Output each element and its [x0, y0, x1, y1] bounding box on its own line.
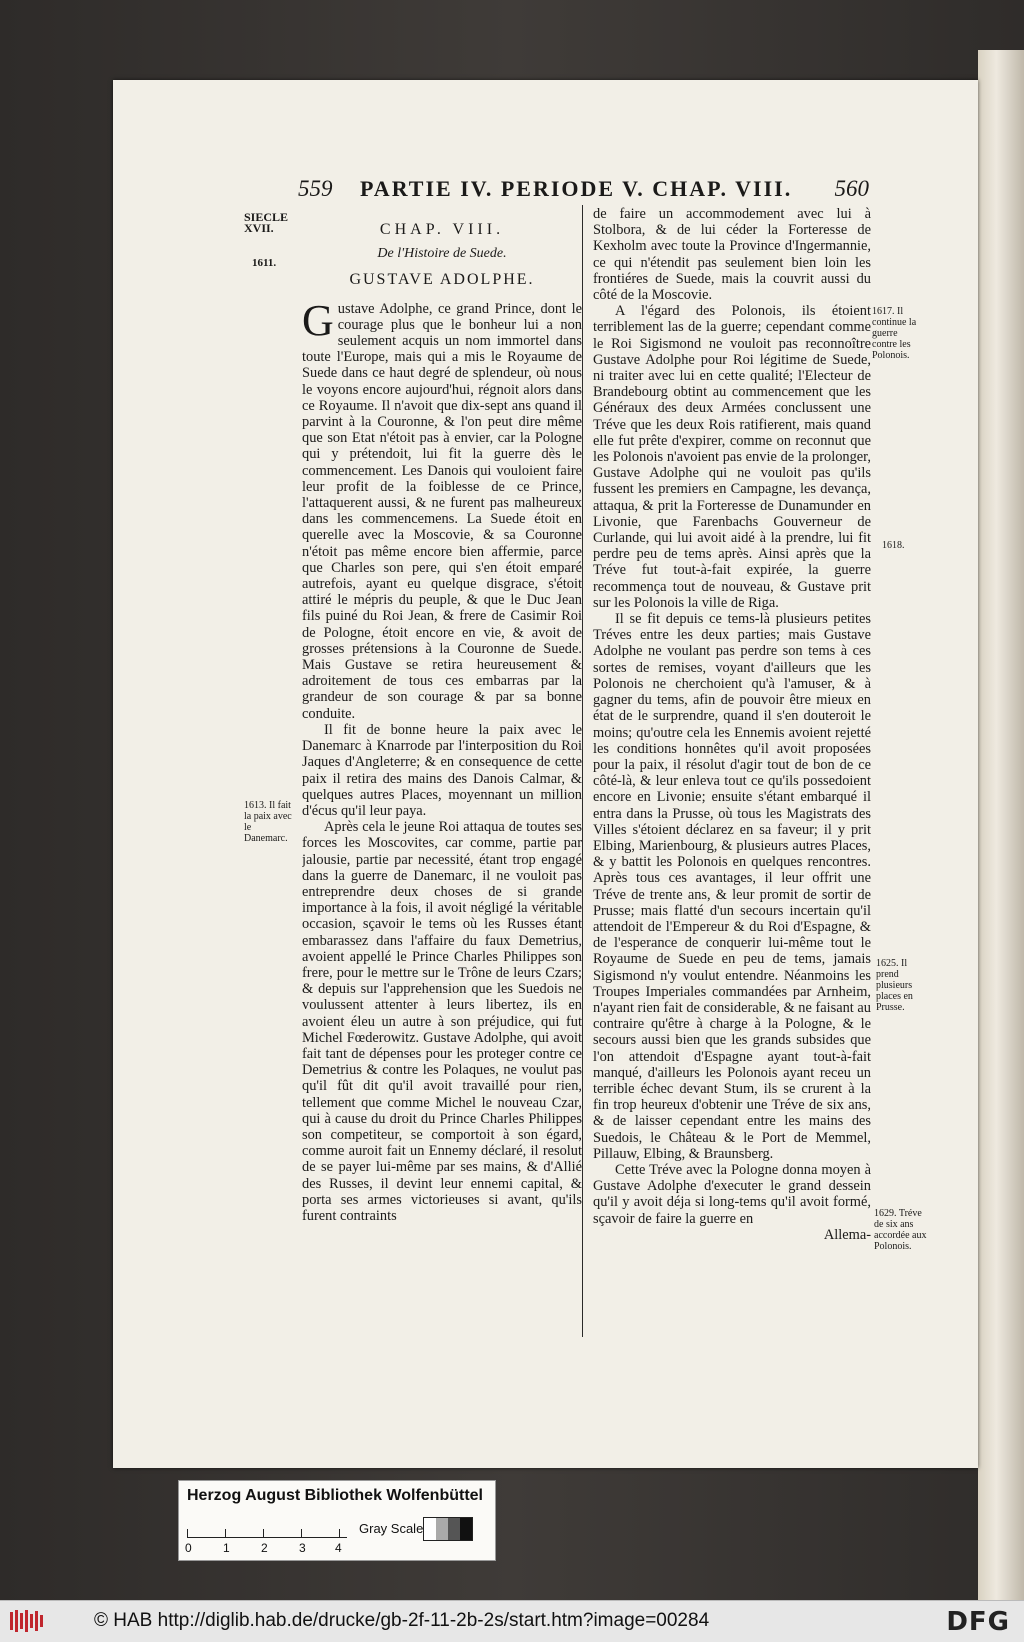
- paragraph-r2: A l'égard des Polonois, ils étoient terriblement las de la guerre; cependant comme le Roi Sigismond ne vouloit pas reconnoître Gustave Adolphe pour Roi légitime de Suede, ni traiter avec lui en cette qualité; l'Electeur de Brandebourg obtint au commencement que les Généraux des deux Armées conclussent une Tréve que les deux Rois ratifierent, mais quand elle fut prête d'expirer, comme on reconnut que les Polonois n'avoient pas envie de la prolonger, Gustave Adolphe qui ne vouloit pas qu'ils fussent les premiers en Campagne, les devança, attaqua, & prit la Forteresse de Dunamunder en Livonie, que Farenbachs Gouverneur de Curlande, qui lui avoit aidé à la prendre, lui fit perdre peu de tems après. Ainsi après que la Tréve fut tout-à-fait expirée, la guerre recommença tout de nouveau, & Gustave prit sur les Polonois la ville de Riga.: [593, 303, 871, 611]
- footer-bar: [0, 1600, 1024, 1642]
- scale-0: 0: [185, 1541, 192, 1555]
- drop-cap: G: [302, 295, 334, 345]
- running-title: PARTIE IV. PERIODE V. CHAP. VIII.: [360, 176, 793, 201]
- scale-1: 1: [223, 1541, 230, 1555]
- paragraph-3: Après cela le jeune Roi attaqua de toutes ses forces les Moscovites, car comme, partie par jalousie, partie par necessité, étant trop engagé dans la guerre de Danemarc, il ne vouloit pas entreprendre deux choses de si grande importance à la fois, il avoit négligé la véritable occasion, sçavoir le tems où les Russes étant embarassez dans l'affaire du faux Demetrius, avoient appellé le Prince Charles Philippes son frere, pour le mettre sur le Trône de leurs Czars; & depuis sur l'apprehension que les Suedois ne voulussent attenter à leurs libertez, ils en avoient éleu un autre à son préjudice, qui fut Michel Fœderowitz. Gustave Adolphe, qui avoit fait tant de dépenses pour les proteger contre ce Demetrius & contre les Polaques, ne voulut pas qu'il fût dit qu'il avoit travaillé pour rien, tellement que comme Michel le nouveau Czar, qui à cause du droit du Prince Charles Philippes son competiteur, se comportoit à son égard, comme auroit fait un Ennemy déclaré, il resolut de se payer lui-même par ses mains, & d'Allié des Russes, il devint leur ennemi capital, & porta ses armes victorieuses si avant, qu'ils furent contraints: [302, 819, 582, 1224]
- right-text-column: [593, 206, 871, 1346]
- dfg-logo: DFG: [946, 1607, 1010, 1637]
- running-header: [298, 174, 873, 208]
- library-name: Herzog August Bibliothek Wolfenbüttel: [187, 1487, 483, 1504]
- source-url[interactable]: © HAB http://diglib.hab.de/drucke/gb-2f-11-2b-2s/start.htm?image=00284: [94, 1610, 710, 1631]
- scale-3: 3: [299, 1541, 306, 1555]
- margin-note-1611: 1611.: [252, 257, 277, 269]
- book-spine: [978, 50, 1024, 1600]
- column-rule: [582, 205, 583, 1337]
- left-text-column: [302, 222, 582, 1342]
- margin-note-1629: 1629. Tréve de six ans accordée aux Polonois.: [874, 1208, 927, 1252]
- gray-scale-swatch: [423, 1517, 473, 1541]
- margin-note-1617: 1617. Il continue la guerre contre les Polonois.: [872, 306, 917, 361]
- paragraph-r3: Il se fit depuis ce tems-là plusieurs petites Tréves entre les deux parties; mais Gustave Adolphe ne voulant pas perdre son tems à ces sortes de remises, voyant d'ailleurs que les Polonois ne cherchoient qu'à l'amuser, & à gagner du tems, afin de pouvoir être mieux en état de le surprendre, quand il s'en douteroit le moins; qu'outre cela les Ennemis avoient rejetté les conditions honnêtes qu'il avoit proposées pour la paix, il résolut d'agir tout de bon de ce côté-là, & leur enleva tout ce qu'ils possedoient encore en Livonie; ensuite s'étant embarqué il entra dans la Prusse, où tous les Magistrats des Villes s'étoient déclarez en sa faveur; il y prit Elbing, Marienbourg, & plusieurs autres Places, & y battit les Polonois en quelques rencontres. Après tous ces avantages, il leur offrit une Tréve de trente ans, & leur promit de sortir de Prusse; mais flatté d'un secours incertain qu'il attendoit de l'Empereur & du Roi d'Espagne, & de l'esperance de conquerir lui-même tout le Royaume de Suede en peu de tems, jamais Sigismond n'y voulut entendre. Néanmoins les Troupes Imperiales commandées par Arnheim, n'ayant rien fait de considerable, & ne faisant au contraire qu'être à charge à la Pologne, & le secours aussi bien que les grands subsides que l'on attendoit d'Espagne ayant tout-à-fait manqué, d'ailleurs les Polonois ayant receu un terrible échec devant Stum, ils se crurent à la fin trop heureux d'obtenir une Tréve de six ans, & de laisser cependant entre les mains des Suedois, le Château & le Port de Memmel, Pillauw, Elbing, & Braunsberg.: [593, 611, 871, 1162]
- page-number-left: 559: [298, 176, 333, 201]
- paragraph-1: Gustave Adolphe, ce grand Prince, dont le courage plus que le bonheur lui a non seulement acquis un nom immortel dans toute l'Europe, mais qui a mis le Royaume de Suede dans ce haut degré de splendeur, où nous le voyons encore aujourd'hui, régnoit alors dans ce Royaume. Il n'avoit que dix-sept ans quand il parvint à la Couronne, & l'on peut dire même que son Etat n'étoit pas à envier, car la Pologne qui y prétendoit, lui fit la guerre dès le commencement. Les Danois qui vouloient faire leur profit de la foiblesse de ce Prince, l'attaquerent aussi, & ne furent pas malheureux dans les commencemens. La Suede étoit en querelle avec la Moscovie, & sa Couronne n'étoit pas même encore bien affermie, parce que Charles son pere, qui s'en étoit emparé autrefois, ayant eu quelque disgrace, s'étoit attiré le mépris du peuple, & que le Duc Jean fils puiné du Roi Jean, & frere de Casimir Roi de Pologne, étoit encore en vie, & avoit de grosses prétensions à la Couronne de Suede. Mais Gustave se retira heureusement & adroitement de tous ces embarras par la grandeur de son courage & par sa bonne conduite.: [302, 295, 582, 722]
- margin-note-siecle: SIECLE XVII.: [244, 210, 289, 235]
- hab-logo-icon: [10, 1610, 44, 1632]
- margin-note-1625: 1625. Il prend plusieurs places en Prusse.: [876, 958, 913, 1013]
- scale-4: 4: [335, 1541, 342, 1555]
- margin-note-1618: 1618.: [882, 540, 905, 551]
- catchword: Allema-: [823, 1226, 871, 1243]
- scale-2: 2: [261, 1541, 268, 1555]
- scale-ruler: [187, 1521, 347, 1538]
- chapter-subtitle: De l'Histoire de Suede.: [377, 246, 507, 262]
- paragraph-r1: de faire un accommodement avec lui à Stolbora, & de lui céder la Forteresse de Kexholm avec toute la Province d'Ingermannie, ce qui n'étendit pas seulement bien loin les frontiéres de Suede, mais la couvrit aussi du côté de la Moscovie.: [593, 206, 871, 304]
- chapter-title: CHAP. VIII.: [379, 222, 505, 238]
- paragraph-r4: Cette Tréve avec la Pologne donna moyen à Gustave Adolphe d'executer le grand dessein qu'il y avoit déja si long-tems qu'il avoit formé, sçavoir de faire la guerre en: [593, 1161, 871, 1227]
- paragraph-2: Il fit de bonne heure la paix avec le Danemarc à Knarrode par l'interposition du Roi Jaques d'Angleterre; & en consequence de cette paix il retira des mains des Danois Calmar, & quelques autres Places, moyennant un million d'écus qu'il leur paya.: [302, 721, 582, 819]
- section-heading: GUSTAVE ADOLPHE.: [349, 271, 535, 289]
- page-number-right: 560: [834, 176, 869, 201]
- margin-note-1613: 1613. Il fait la paix avec le Danemarc.: [244, 800, 292, 844]
- color-reference-card: [178, 1480, 496, 1561]
- gray-scale-label: Gray Scale: [359, 1521, 424, 1536]
